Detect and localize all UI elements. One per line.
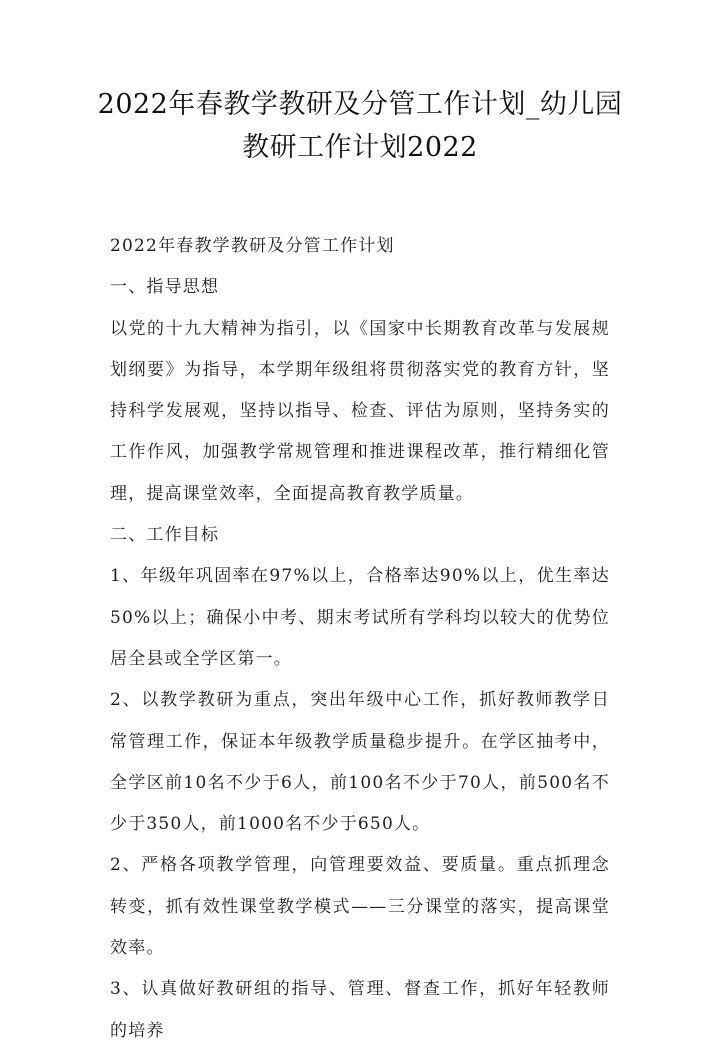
heading-guiding-ideology: 一、指导思想 <box>110 277 220 298</box>
document-body <box>110 226 610 1052</box>
document-title-line-1: 2022年春教学教研及分管工作计划_幼儿园 <box>97 89 623 120</box>
paragraph-goal-2b: 2、严格各项教学管理，向管理要效益、要质量。重点抓理念转变，抓有效性课堂教学模式——三分课堂的落实，提高课堂效率。 <box>110 855 610 959</box>
heading-work-goals: 二、工作目标 <box>110 525 220 546</box>
paragraph-goal-1: 1、年级年巩固率在97%以上，合格率达90%以上，优生率达50%以上；确保小中考、期末考试所有学科均以较大的优势位居全县或全学区第一。 <box>110 566 610 669</box>
section-subtitle: 2022年春教学教研及分管工作计划 <box>110 236 395 256</box>
document-title <box>60 83 660 169</box>
document-title-line-2: 教研工作计划2022 <box>242 132 478 163</box>
paragraph-guiding-ideology: 以党的十九大精神为指引，以《国家中长期教育改革与发展规划纲要》为指导，本学期年级组将贯彻落实党的教育方针，坚持科学发展观，坚持以指导、检查、评估为原则，坚持务实的工作作风，加强教学常规管理和推进课程改革，推行精细化管理，提高课堂效率，全面提高教育教学质量。 <box>110 318 610 504</box>
paragraph-goal-2: 2、以教学教研为重点，突出年级中心工作，抓好教师教学日常管理工作，保证本年级教学质量稳步提升。在学区抽考中，全学区前10名不少于6人，前100名不少于70人，前500名不少于350人，前1000名不少于650人。 <box>110 690 610 835</box>
paragraph-goal-3: 3、认真做好教研组的指导、管理、督查工作，抓好年轻教师的培养 <box>110 979 610 1041</box>
